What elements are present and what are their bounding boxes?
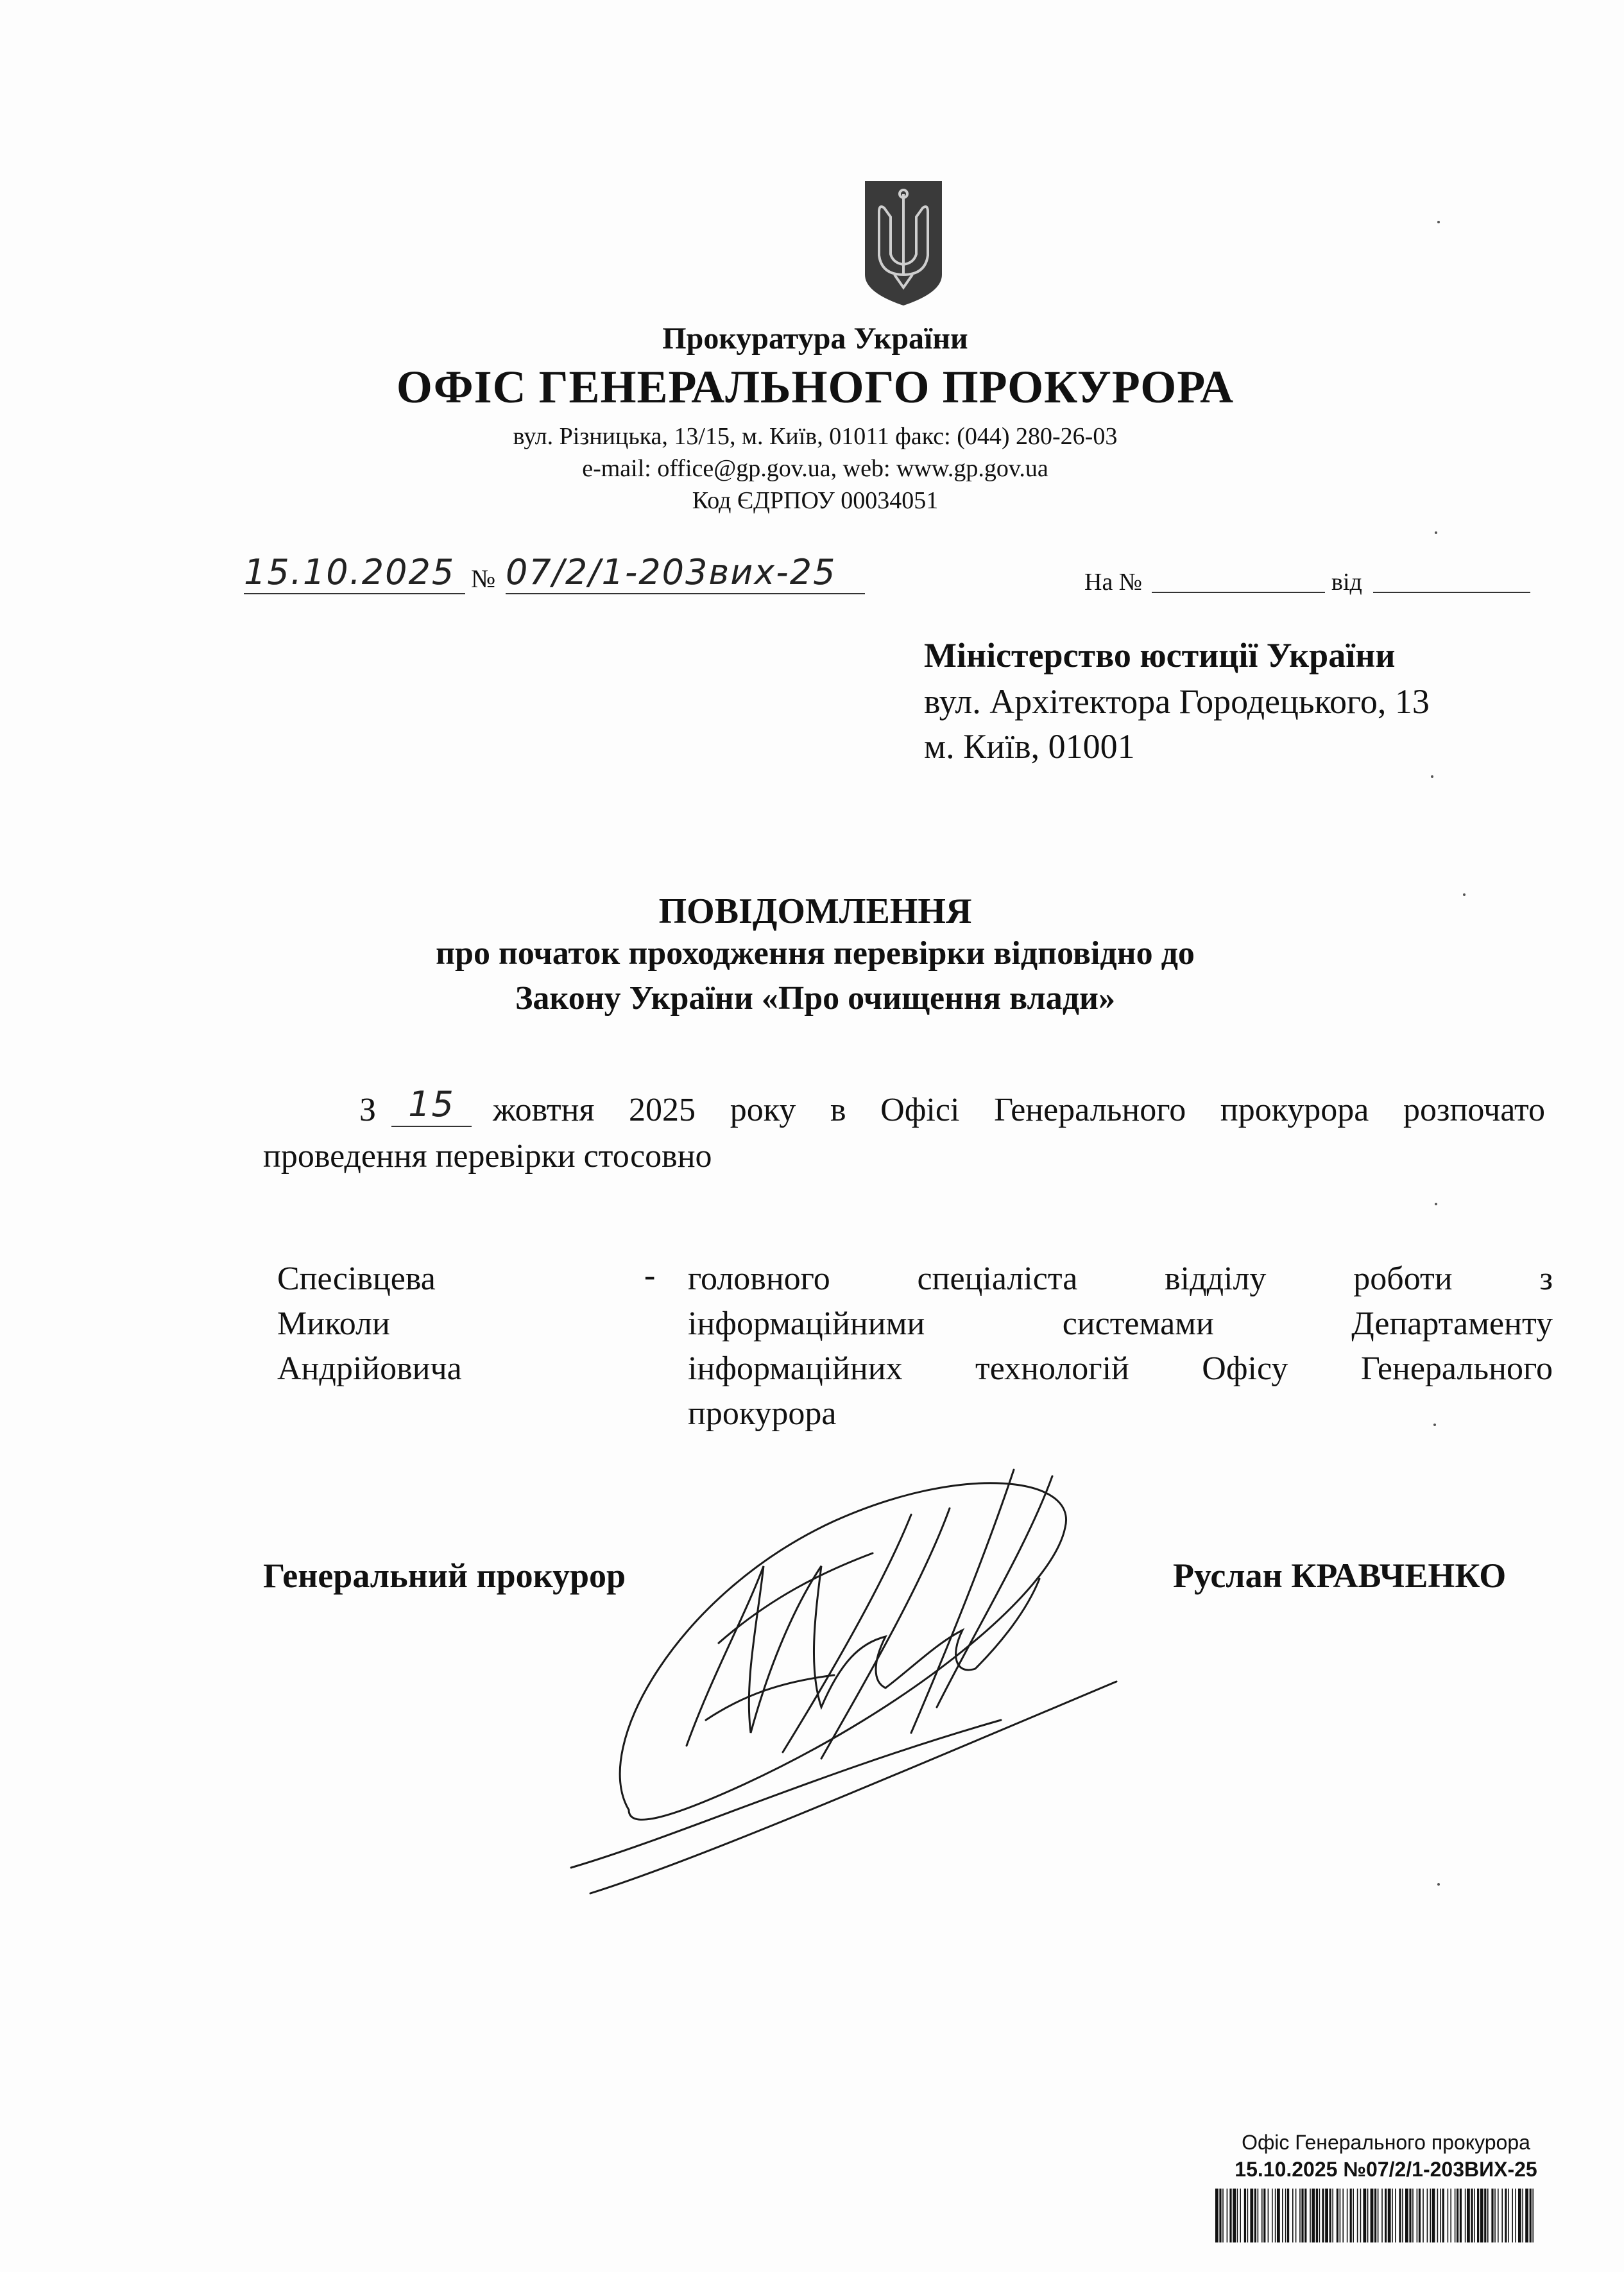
barcode-bar <box>1437 2189 1439 2242</box>
stamp-registration: 15.10.2025 №07/2/1-203ВИХ-25 <box>1235 2158 1537 2181</box>
barcode-bar <box>1409 2189 1411 2242</box>
reply-to-date-label: від <box>1331 569 1362 596</box>
barcode-bar <box>1395 2189 1396 2242</box>
barcode-bar <box>1367 2189 1369 2242</box>
barcode-bar <box>1467 2189 1470 2242</box>
barcode-bar <box>1329 2189 1331 2242</box>
barcode-bar <box>1342 2189 1344 2242</box>
barcode-bar <box>1501 2189 1503 2242</box>
barcode-bar <box>1512 2189 1513 2242</box>
person-dash: - <box>644 1257 656 1294</box>
barcode-bar <box>1247 2189 1249 2242</box>
barcode-bar <box>1427 2189 1428 2242</box>
barcode-bar <box>1222 2189 1224 2242</box>
barcode-bar <box>1477 2189 1479 2242</box>
document-subtitle-line-2: Закону України «Про очищення влади» <box>515 980 1115 1017</box>
organization-address: вул. Різницька, 13/15, м. Київ, 01011 факс: (044) 280-26-03 <box>513 423 1118 450</box>
barcode-bar <box>1455 2189 1456 2242</box>
barcode-bar <box>1417 2189 1418 2242</box>
barcode-bar <box>1392 2189 1393 2242</box>
person-name <box>277 1257 462 1391</box>
barcode-bar <box>1423 2189 1424 2242</box>
barcode-bar <box>1254 2189 1256 2242</box>
barcode-bar <box>1371 2189 1374 2242</box>
reply-to-number-blank <box>1152 592 1325 593</box>
barcode-bar <box>1525 2189 1528 2242</box>
barcode-bar <box>1388 2189 1391 2242</box>
reply-to-date-blank <box>1373 592 1530 593</box>
barcode-bar <box>1340 2189 1341 2242</box>
organization-edrpou: Код ЄДРПОУ 00034051 <box>692 487 939 514</box>
barcode-bar <box>1487 2189 1489 2242</box>
barcode-bar <box>1350 2189 1352 2242</box>
barcode-bar <box>1465 2189 1466 2242</box>
position-line-2: інформаційними системами Департаменту <box>688 1305 1553 1342</box>
barcode-bar <box>1460 2189 1462 2242</box>
barcode-bar <box>1357 2189 1358 2242</box>
barcode-bar <box>1474 2189 1475 2242</box>
scan-speck <box>1431 775 1433 778</box>
body-day-handwritten: 15 <box>391 1083 472 1127</box>
barcode-bar <box>1319 2189 1321 2242</box>
barcode-bar <box>1484 2189 1486 2242</box>
recipient-name: Міністерство юстиції України <box>924 636 1396 675</box>
registration-number: 07/2/1-203вих-25 <box>506 552 865 594</box>
barcode-bar <box>1471 2189 1473 2242</box>
barcode-bar <box>1432 2189 1435 2242</box>
barcode-bar <box>1292 2189 1294 2242</box>
barcode-bar <box>1363 2189 1366 2242</box>
barcode-bar <box>1498 2189 1499 2242</box>
document-subtitle-line-1: про початок проходження перевірки відповідно до <box>436 935 1195 972</box>
barcode-bar <box>1508 2189 1509 2242</box>
person-patronymic: Андрійовича <box>277 1350 462 1387</box>
barcode-bar <box>1299 2189 1301 2242</box>
barcode-bar <box>1515 2189 1516 2242</box>
position-line-1: головного спеціаліста відділу роботи з <box>688 1261 1553 1297</box>
document-title: ПОВІДОМЛЕННЯ <box>658 891 972 931</box>
barcode-bar <box>1325 2189 1328 2242</box>
barcode-bar <box>1448 2189 1449 2242</box>
barcode-bar <box>1522 2189 1523 2242</box>
barcode-bar <box>1227 2189 1228 2242</box>
barcode-bar <box>1505 2189 1507 2242</box>
barcode-bar <box>1374 2189 1376 2242</box>
barcode-bar <box>1244 2189 1246 2242</box>
scan-speck <box>1437 1883 1440 1886</box>
barcode-bar <box>1480 2189 1483 2242</box>
barcode-bar <box>1237 2189 1238 2242</box>
barcode-bar <box>1399 2189 1401 2242</box>
barcode-bar <box>1322 2189 1324 2242</box>
barcode-bar <box>1282 2189 1283 2242</box>
position-line-4: прокурора <box>688 1395 837 1432</box>
organization-title: ОФІС ГЕНЕРАЛЬНОГО ПРОКУРОРА <box>396 361 1235 413</box>
trident-emblem-icon <box>862 178 944 307</box>
barcode-bar <box>1381 2189 1383 2242</box>
person-first-name: Миколи <box>277 1305 390 1342</box>
barcode-bar <box>1360 2189 1362 2242</box>
body-text-line-2: проведення перевірки стосовно <box>263 1138 712 1175</box>
barcode-bar <box>1405 2189 1408 2242</box>
barcode-bar <box>1518 2189 1521 2242</box>
barcode-bar <box>1419 2189 1421 2242</box>
recipient-address: вул. Архітектора Городецького, 13 <box>924 682 1430 721</box>
barcode-bar <box>1215 2189 1218 2242</box>
person-surname: Спесівцева <box>277 1261 436 1297</box>
barcode-bar <box>1337 2189 1338 2242</box>
barcode-bar <box>1250 2189 1253 2242</box>
registration-date: 15.10.2025 <box>244 552 465 594</box>
barcode-bar <box>1272 2189 1273 2242</box>
barcode-bar <box>1219 2189 1221 2242</box>
barcode-bar <box>1295 2189 1297 2242</box>
barcode-bar <box>1530 2189 1532 2242</box>
barcode-bar <box>1287 2189 1289 2242</box>
signer-name: Руслан КРАВЧЕНКО <box>1173 1556 1507 1595</box>
barcode-bar <box>1440 2189 1441 2242</box>
recipient-city: м. Київ, 01001 <box>924 727 1135 766</box>
barcode-bar <box>1532 2189 1534 2242</box>
barcode-icon <box>1215 2189 1536 2242</box>
barcode-bar <box>1385 2189 1387 2242</box>
signer-title: Генеральний прокурор <box>263 1556 626 1595</box>
scan-speck <box>1435 531 1437 534</box>
reply-to-number-label: На № <box>1084 569 1143 596</box>
scan-speck <box>1437 221 1440 223</box>
barcode-bar <box>1353 2189 1354 2242</box>
barcode-bar <box>1402 2189 1403 2242</box>
scan-speck <box>1463 893 1466 896</box>
scan-speck <box>1433 1424 1436 1426</box>
position-line-3: інформаційних технологій Офісу Генерального <box>688 1350 1553 1387</box>
handwritten-signature <box>552 1450 1168 1900</box>
barcode-bar <box>1263 2189 1265 2242</box>
body-text-line-1: жовтня 2025 року в Офісі Генерального прокурора розпочато <box>493 1092 1545 1128</box>
stamp-organization: Офіс Генерального прокурора <box>1242 2131 1530 2154</box>
barcode-bar <box>1457 2189 1458 2242</box>
barcode-bar <box>1430 2189 1431 2242</box>
barcode-bar <box>1304 2189 1306 2242</box>
barcode-bar <box>1261 2189 1263 2242</box>
barcode-bar <box>1233 2189 1236 2242</box>
body-prefix: З <box>359 1092 377 1128</box>
barcode-bar <box>1277 2189 1280 2242</box>
registration-number-sign: № <box>471 564 496 593</box>
person-position <box>688 1257 1553 1436</box>
barcode-bar <box>1268 2189 1269 2242</box>
barcode-bar <box>1347 2189 1348 2242</box>
barcode-bar <box>1412 2189 1414 2242</box>
barcode-bar <box>1332 2189 1333 2242</box>
scan-speck <box>1435 1203 1437 1205</box>
barcode-bar <box>1275 2189 1276 2242</box>
organization-contacts: e-mail: office@gp.gov.ua, web: www.gp.gov.ua <box>582 455 1048 482</box>
barcode-bar <box>1312 2189 1315 2242</box>
barcode-bar <box>1442 2189 1444 2242</box>
barcode-bar <box>1494 2189 1496 2242</box>
barcode-bar <box>1301 2189 1303 2242</box>
barcode-bar <box>1229 2189 1231 2242</box>
barcode-bar <box>1491 2189 1493 2242</box>
barcode-bar <box>1310 2189 1311 2242</box>
barcode-bar <box>1258 2189 1259 2242</box>
organization-parent: Прокуратура України <box>662 322 968 356</box>
barcode-bar <box>1378 2189 1379 2242</box>
barcode-bar <box>1240 2189 1241 2242</box>
barcode-bar <box>1285 2189 1286 2242</box>
barcode-bar <box>1450 2189 1451 2242</box>
barcode-bar <box>1316 2189 1318 2242</box>
